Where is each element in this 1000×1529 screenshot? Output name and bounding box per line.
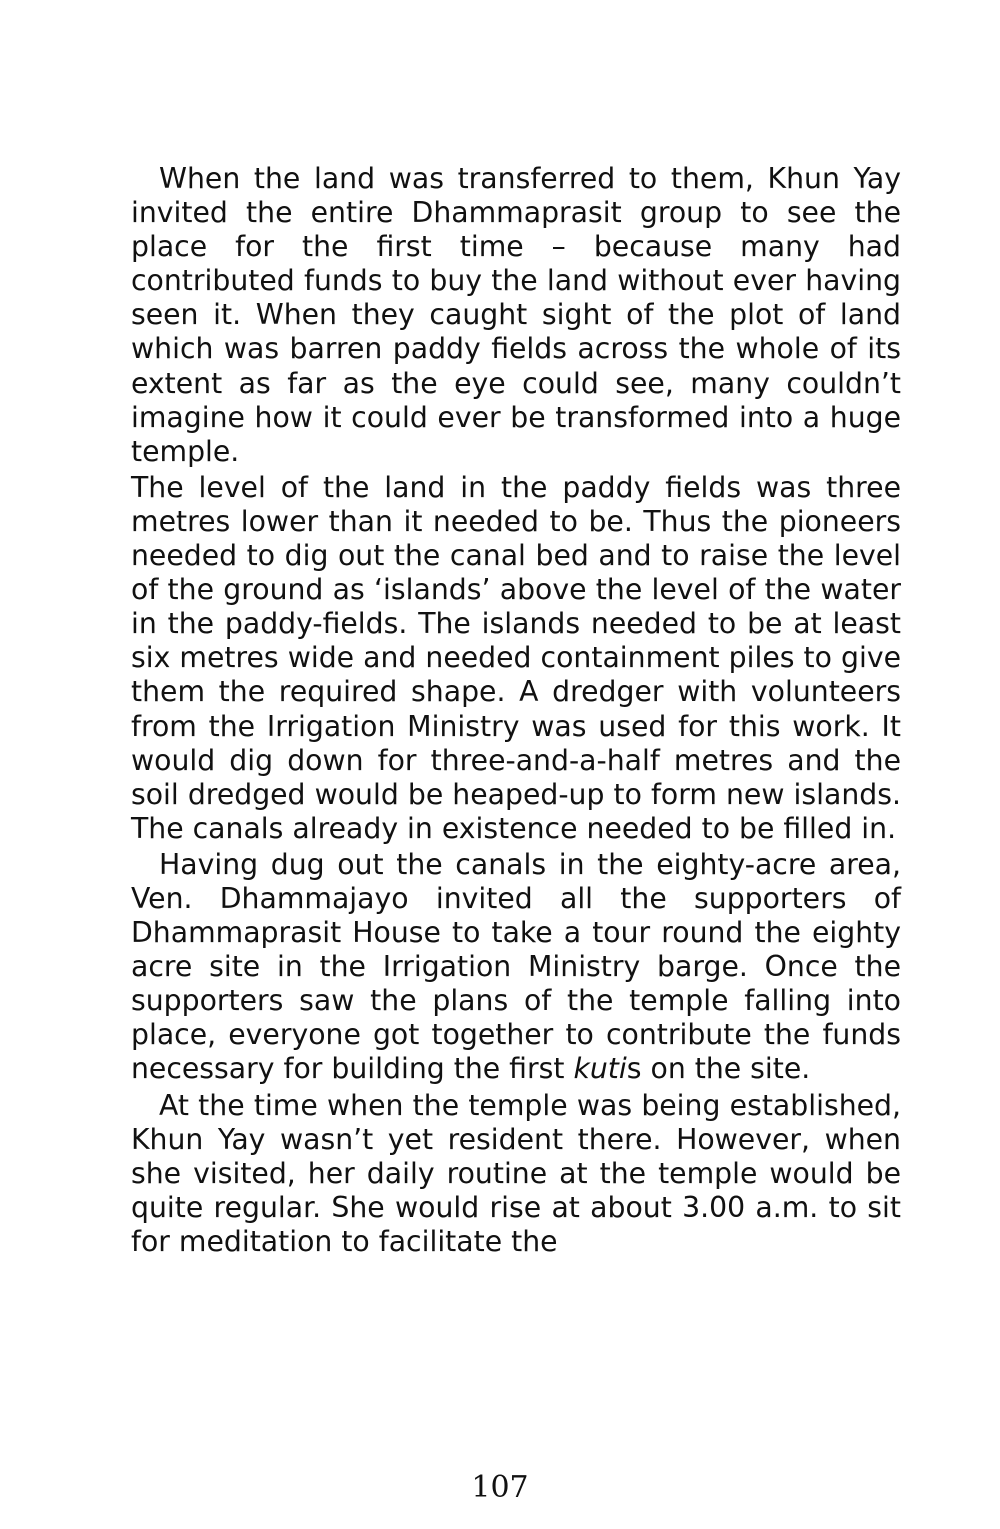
paragraph-canals-tour-text: Having dug out the canals in the eighty-acre area, Ven. Dhammajayo invited all the supporters of Dhammaprasit House to take a tour round the eighty acre site in the Irrigation Ministry barge. Once the supporters saw the plans of the temple falling into place, everyone got together to contribute the funds necessary for building the first bbox=[131, 847, 901, 1086]
italic-term-kuti: kuti bbox=[573, 1052, 627, 1086]
paragraph-daily-routine: At the time when the temple was being established, Khun Yay wasn’t yet resident there. However, when she visited, her daily routine at the temple would be quite regular. She would rise at about 3.00 a.m. to sit for meditation to facilitate the bbox=[131, 1088, 901, 1258]
paragraph-canals-tour-ending: s on the site. bbox=[626, 1052, 811, 1086]
paragraph-canals-tour bbox=[131, 848, 901, 1087]
page-number: 107 bbox=[471, 1470, 529, 1505]
paragraph-land-level: The level of the land in the paddy fields was three metres lower than it needed to be. Thus the pioneers needed to dig out the canal bed and to raise the level of the ground as ‘islands’ above the level of the water in the paddy-fields. The islands needed to be at least six metres wide and needed containment piles to give them the required shape. A dredger with volunteers from the Irrigation Ministry was used for this work. It would dig down for three-and-a-half metres and the soil dredged would be heaped-up to form new islands. The canals already in existence needed to be filled in. bbox=[131, 470, 901, 845]
paragraph-land-transfer: When the land was transferred to them, Khun Yay invited the entire Dhammaprasit group to see the place for the first time – because many had contributed funds to buy the land without ever having seen it. When they caught sight of the plot of land which was barren paddy fields across the whole of its extent as far as the eye could see, many couldn’t imagine how it could ever be transformed into a huge temple. bbox=[131, 162, 901, 468]
page-body bbox=[131, 162, 901, 1261]
